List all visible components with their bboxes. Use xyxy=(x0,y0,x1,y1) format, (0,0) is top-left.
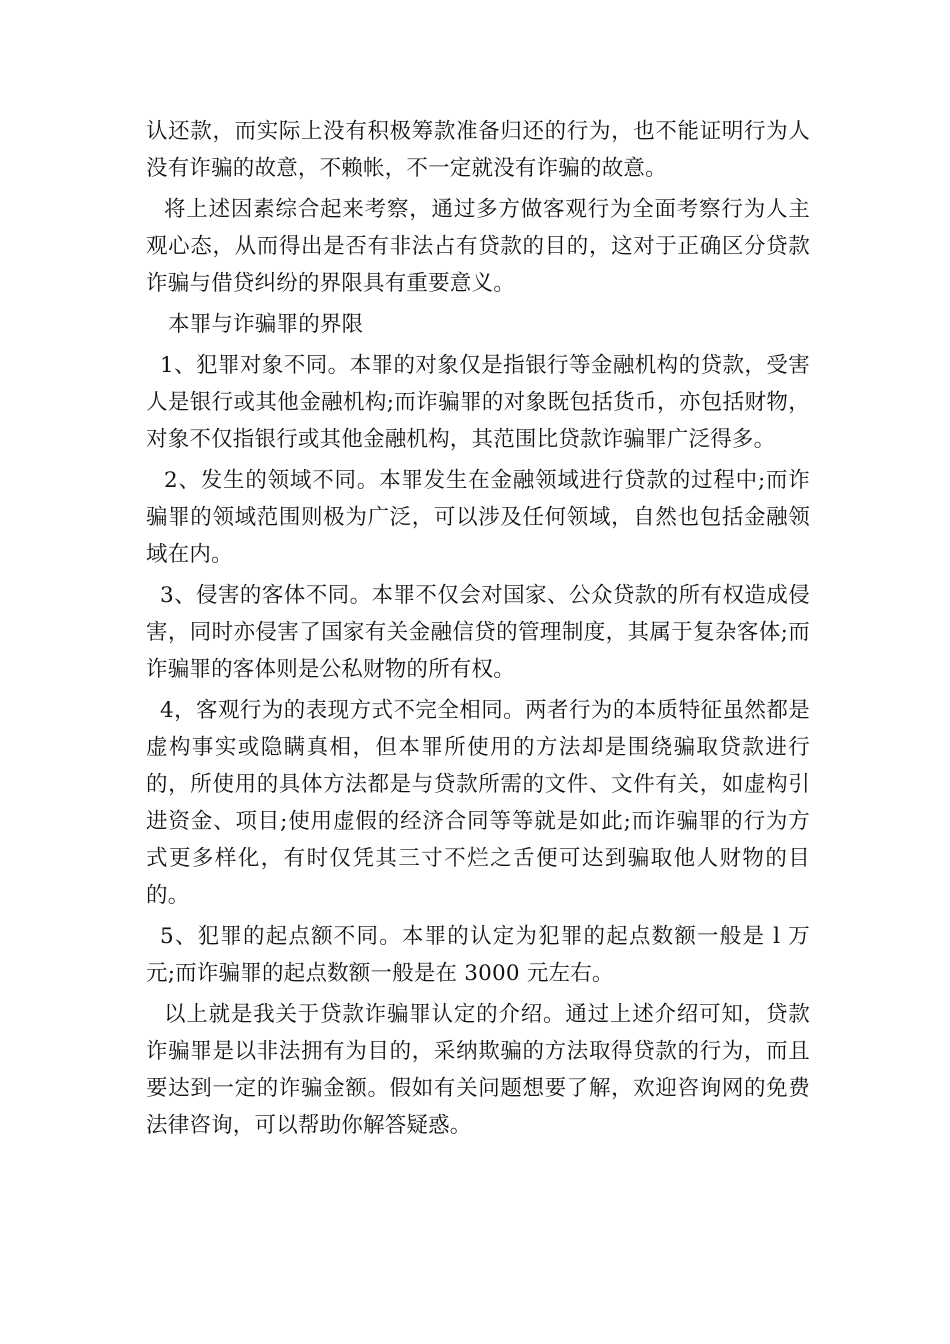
paragraph-point-3: 3、侵害的客体不同。本罪不仅会对国家、公众贷款的所有权造成侵害，同时亦侵害了国家有关金融信贷的管理制度，其属于复杂客体;而诈骗罪的客体则是公私财物的所有权。 xyxy=(146,583,810,682)
section-heading: 本罪与诈骗罪的界限 xyxy=(168,312,364,337)
paragraph-summary: 将上述因素综合起来考察，通过多方做客观行为全面考察行为人主观心态，从而得出是否有非法占有贷款的目的，这对于正确区分贷款诈骗与借贷纠纷的界限具有重要意义。 xyxy=(146,197,810,296)
document-body xyxy=(146,113,810,1144)
paragraph-point-4: 4，客观行为的表现方式不完全相同。两者行为的本质特征虽然都是虚构事实或隐瞒真相，但本罪所使用的方法却是围绕骗取贷款进行的，所使用的具体方法都是与贷款所需的文件、文件有关，如虚构引进资金、项目;使用虚假的经济合同等等就是如此;而诈骗罪的行为方式更多样化，有时仅凭其三寸不烂之舌便可达到骗取他人财物的目的。 xyxy=(146,698,810,908)
paragraph-continuation: 认还款，而实际上没有积极筹款准备归还的行为，也不能证明行为人没有诈骗的故意，不赖帐，不一定就没有诈骗的故意。 xyxy=(146,119,810,181)
paragraph-conclusion: 以上就是我关于贷款诈骗罪认定的介绍。通过上述介绍可知，贷款诈骗罪是以非法拥有为目的，采纳欺骗的方法取得贷款的行为，而且要达到一定的诈骗金额。假如有关问题想要了解，欢迎咨询网的免费法律咨询，可以帮助你解答疑惑。 xyxy=(146,1002,810,1138)
paragraph-point-5: 5、犯罪的起点额不同。本罪的认定为犯罪的起点数额一般是 l 万元;而诈骗罪的起点数额一般是在 3000 元左右。 xyxy=(146,924,810,986)
paragraph-point-2: 2、发生的领域不同。本罪发生在金融领域进行贷款的过程中;而诈骗罪的领域范围则极为广泛，可以涉及任何领域，自然也包括金融领域在内。 xyxy=(146,468,810,567)
paragraph-point-1: 1、犯罪对象不同。本罪的对象仅是指银行等金融机构的贷款，受害人是银行或其他金融机构;而诈骗罪的对象既包括货币，亦包括财物，对象不仅指银行或其他金融机构，其范围比贷款诈骗罪广泛得多。 xyxy=(146,353,810,452)
